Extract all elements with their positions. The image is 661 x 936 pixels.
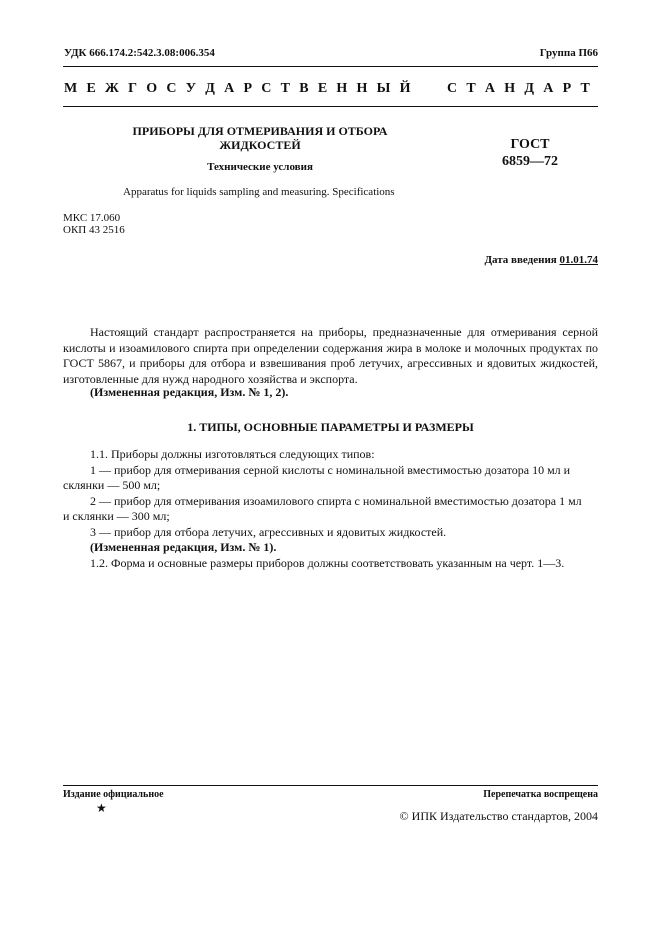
intro-date-label: Дата введения (484, 254, 557, 266)
banner-letter: Ж (105, 81, 119, 96)
title-line: ПРИБОРЫ ДЛЯ ОТМЕРИВАНИЯ И ОТБОРА (132, 124, 388, 138)
banner-letter: Т (580, 81, 590, 96)
title-line: ЖИДКОСТЕЙ (219, 138, 301, 152)
banner-letter: Й (399, 81, 411, 96)
clause-1-1: 1.1. Приборы должны изготовляться следующих типов: (90, 447, 375, 461)
intro-date-value: 01.01.74 (559, 254, 598, 266)
banner-letter: Д (524, 81, 535, 96)
document-title (110, 124, 410, 152)
scope-paragraph: Настоящий стандарт распространяется на приборы, предназначенные для отмеривания серной кислоты и изоамилового спирта при определении содержания жира в молоке и молочных продуктах по ГОСТ 5867, и приборы для отбора и взвешивания проб летучих, агрессивных и ядовитых жидкостей, изготовленные для нужд народного хозяйства и экспорта. (63, 325, 598, 386)
reprint-notice: Перепечатка воспрещена (483, 789, 598, 800)
banner-letter: У (185, 81, 197, 96)
star-icon: ★ (96, 801, 107, 815)
copyright: © ИПК Издательство стандартов, 2004 (399, 809, 598, 823)
banner-letter: Е (86, 81, 96, 96)
clause-1-2: 1.2. Форма и основные размеры приборов должны соответствовать указанным на черт. 1—3. (90, 556, 565, 570)
type-1-line-b: склянки — 500 мл; (63, 478, 161, 492)
gost-label: ГОСТ (510, 137, 550, 152)
footer-rule (63, 785, 598, 786)
banner-letter: С (261, 81, 272, 96)
banner-letter: Н (356, 81, 368, 96)
udc-code: УДК 666.174.2:542.3.08:006.354 (64, 47, 215, 59)
type-1-line-a: 1 — прибор для отмеривания серной кислоты с номинальной вместимостью дозатора 10 мл и (90, 463, 571, 477)
banner-letter: С (446, 81, 458, 96)
banner-letter: Д (205, 81, 215, 96)
banner-letter: Т (280, 81, 290, 96)
banner-letter: О (146, 81, 158, 96)
document-subtitle: Технические условия (207, 161, 313, 173)
banner-letter: Е (317, 81, 328, 96)
banner-letter: М (64, 81, 78, 96)
section-heading: 1. ТИПЫ, ОСНОВНЫЕ ПАРАМЕТРЫ И РАЗМЕРЫ (187, 420, 474, 434)
header-rule (63, 66, 598, 67)
group-code: Группа П66 (539, 47, 598, 59)
banner-letter: А (224, 81, 235, 96)
interstate-standard-banner (64, 79, 590, 99)
banner-letter: С (166, 81, 177, 96)
banner-letter: Г (128, 81, 138, 96)
okp-code: ОКП 43 2516 (63, 224, 125, 236)
english-title: Apparatus for liquids sampling and measuring. Specifications (123, 186, 395, 198)
banner-letter: Р (562, 81, 572, 96)
banner-letter: А (484, 81, 496, 96)
official-edition: Издание официальное (63, 789, 164, 800)
type-3-line: 3 — прибор для отбора летучих, агрессивных и ядовитых жидкостей. (90, 525, 447, 539)
banner-letter: Н (336, 81, 348, 96)
gost-number: 6859—72 (502, 154, 558, 169)
banner-letter: В (299, 81, 309, 96)
section-amendment: (Измененная редакция, Изм. № 1). (90, 540, 277, 554)
banner-rule (63, 106, 598, 107)
intro-date (484, 254, 598, 266)
type-2-line-b: и склянки — 300 мл; (63, 509, 170, 523)
mks-code: МКС 17.060 (63, 212, 121, 224)
scope-amendment: (Измененная редакция, Изм. № 1, 2). (90, 385, 289, 399)
banner-letter: Н (504, 81, 516, 96)
type-2-line-a: 2 — прибор для отмеривания изоамилового спирта с номинальной вместимостью дозатора 1 мл (90, 494, 582, 508)
banner-letter: Р (243, 81, 253, 96)
banner-letter: Т (466, 81, 476, 96)
banner-letter: А (543, 81, 554, 96)
banner-letter: Ы (376, 81, 391, 96)
